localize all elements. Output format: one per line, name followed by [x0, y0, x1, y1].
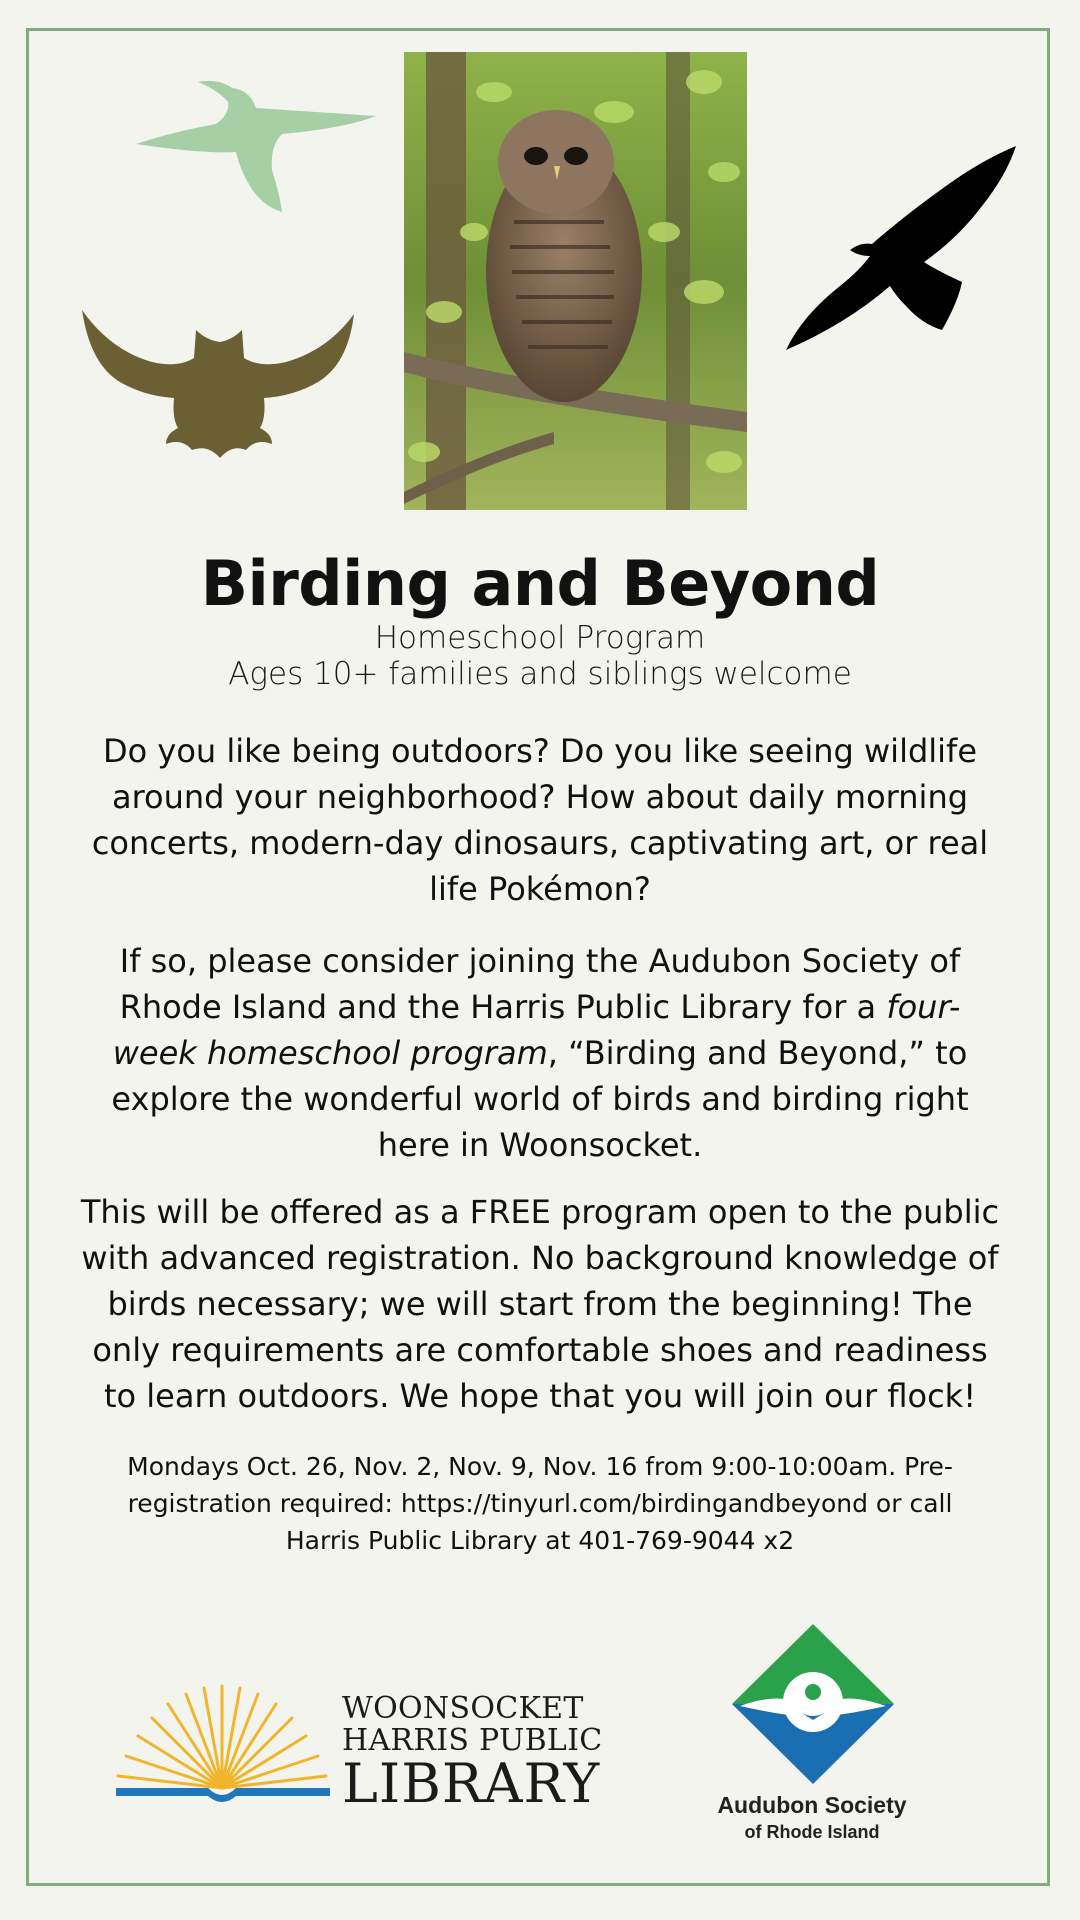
library-logo-line3: LIBRARY: [342, 1752, 601, 1815]
library-logo-line2: HARRIS PUBLIC: [342, 1723, 603, 1758]
audubon-logo-line1: Audubon Society: [717, 1792, 907, 1818]
invitation-paragraph: [80, 938, 1000, 1168]
age-info: Ages 10+ families and siblings welcome: [228, 656, 852, 692]
hawk-silhouette-icon: [786, 146, 1020, 352]
invitation-text-start: If so, please consider joining the Audubon Society of Rhode Island and the Harris Public Library for a: [119, 942, 961, 1026]
intro-paragraph: Do you like being outdoors? Do you like seeing wildlife around your neighborhood? How about daily morning concerts, modern-day dinosaurs, captivating art, or real life Pokémon?: [91, 732, 989, 908]
schedule-details: Mondays Oct. 26, Nov. 2, Nov. 9, Nov. 16 from 9:00-10:00am. Pre-registration required: https://tinyurl.com/birdingandbeyond or call Harris Public Library at 401-769-9044 x2: [127, 1452, 953, 1555]
registration-paragraph: This will be offered as a FREE program open to the public with advanced registration. No background knowledge of birds necessary; we will start from the beginning! The only requirements are comfortable shoes and readiness to learn outdoors. We hope that you will join our flock!: [80, 1193, 1000, 1415]
library-logo: [342, 1691, 603, 1815]
page-title: Birding and Beyond: [200, 547, 880, 620]
hummingbird-icon: [132, 74, 380, 216]
owl-silhouette-icon: [82, 310, 356, 462]
invitation-text-end: , “Birding and Beyond,” to explore the wonderful world of birds and birding right here in Woonsocket.: [111, 1034, 969, 1164]
subtitle: [0, 620, 1080, 692]
barred-owl-photo: [404, 52, 747, 510]
program-length: four-week homeschool program: [112, 988, 961, 1072]
library-logo-line1: WOONSOCKET: [342, 1691, 584, 1726]
program-type: Homeschool Program: [374, 620, 706, 656]
audubon-logo-line2: of Rhode Island: [744, 1822, 880, 1842]
